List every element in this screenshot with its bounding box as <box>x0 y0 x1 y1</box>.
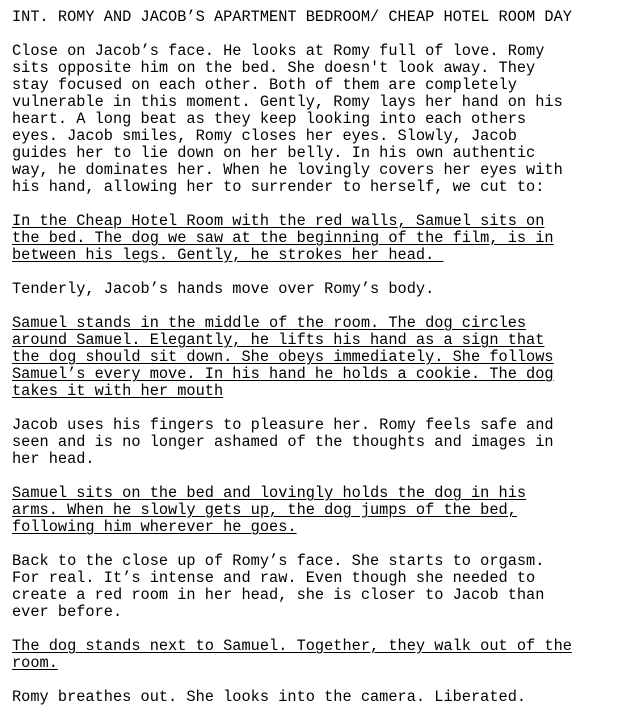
action-paragraph <box>12 417 624 468</box>
text-line: way, he dominates her. When he lovingly covers her eyes with <box>12 161 563 179</box>
text-line: Romy breathes out. She looks into the camera. Liberated. <box>12 688 527 706</box>
text-line: takes it with her mouth <box>12 382 224 400</box>
text-line: Samuel’s every move. In his hand he holds a cookie. The dog <box>12 365 554 383</box>
text-line: Samuel stands in the middle of the room. The dog circles <box>12 314 527 332</box>
action-paragraph <box>12 281 624 298</box>
text-line: the bed. The dog we saw at the beginning of the film, is in <box>12 229 554 247</box>
text-line: between his legs. Gently, he strokes her head. <box>12 246 444 264</box>
text-line: ever before. <box>12 603 123 621</box>
text-line: vulnerable in this moment. Gently, Romy lays her hand on his <box>12 93 563 111</box>
text-line: Jacob uses his fingers to pleasure her. Romy feels safe and <box>12 416 554 434</box>
text-line: her head. <box>12 450 95 468</box>
text-line: stay focused on each other. Both of them are completely <box>12 76 517 94</box>
text-line: Back to the close up of Romy’s face. She starts to orgasm. <box>12 552 545 570</box>
text-line: Samuel sits on the bed and lovingly holds the dog in his <box>12 484 527 502</box>
scene-heading: INT. ROMY AND JACOB’S APARTMENT BEDROOM/ CHEAP HOTEL ROOM DAY <box>12 8 572 26</box>
text-line: arms. When he slowly gets up, the dog jumps of the bed, <box>12 501 517 519</box>
text-line: In the Cheap Hotel Room with the red walls, Samuel sits on <box>12 212 545 230</box>
text-line: sits opposite him on the bed. She doesn't look away. They <box>12 59 536 77</box>
text-line: create a red room in her head, she is closer to Jacob than <box>12 586 545 604</box>
text-line: The dog stands next to Samuel. Together, they walk out of the <box>12 637 572 655</box>
text-line: eyes. Jacob smiles, Romy closes her eyes. Slowly, Jacob <box>12 127 517 145</box>
intercut-action-paragraph <box>12 315 624 400</box>
intercut-action-paragraph <box>12 485 624 536</box>
text-line: Tenderly, Jacob’s hands move over Romy’s body. <box>12 280 435 298</box>
text-line: heart. A long beat as they keep looking into each others <box>12 110 527 128</box>
screenplay-page <box>12 9 624 706</box>
action-paragraph <box>12 43 624 196</box>
text-line: guides her to lie down on her belly. In his own authentic <box>12 144 536 162</box>
text-line: room. <box>12 654 58 672</box>
intercut-action-paragraph <box>12 638 624 672</box>
intercut-action-paragraph <box>12 213 624 264</box>
text-line: the dog should sit down. She obeys immediately. She follows <box>12 348 554 366</box>
text-line: For real. It’s intense and raw. Even though she needed to <box>12 569 536 587</box>
action-paragraph <box>12 553 624 621</box>
text-line: his hand, allowing her to surrender to herself, we cut to: <box>12 178 545 196</box>
text-line: following him wherever he goes. <box>12 518 297 536</box>
action-paragraph <box>12 689 624 706</box>
text-line: seen and is no longer ashamed of the thoughts and images in <box>12 433 554 451</box>
text-line: Close on Jacob’s face. He looks at Romy full of love. Romy <box>12 42 545 60</box>
scene-body <box>12 43 624 706</box>
text-line: around Samuel. Elegantly, he lifts his hand as a sign that <box>12 331 545 349</box>
